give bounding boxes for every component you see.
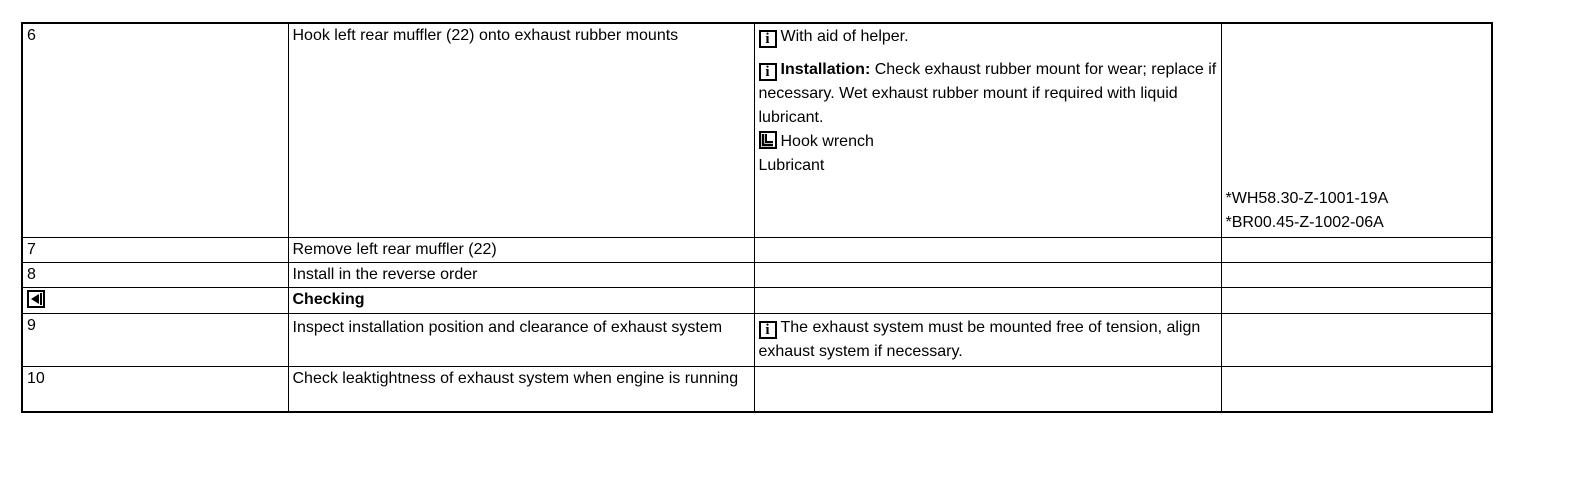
info-icon: i xyxy=(759,63,777,81)
step-notes xyxy=(754,287,1221,313)
installation-text: Check exhaust rubber mount for wear; replace if necessary. Wet exhaust rubber mount if required with liquid lubricant. xyxy=(758,61,1217,126)
step-action: Inspect installation position and clearance of exhaust system xyxy=(288,313,754,366)
step-references xyxy=(1221,23,1492,237)
installation-label: Installation: xyxy=(780,61,871,78)
step-notes xyxy=(754,23,1221,237)
step-action: Remove left rear muffler (22) xyxy=(288,237,754,262)
step-number: 10 xyxy=(22,366,288,412)
step-number: 7 xyxy=(22,237,288,262)
step-notes xyxy=(754,237,1221,262)
table-row xyxy=(22,287,1492,313)
table-row xyxy=(22,313,1492,366)
step-references xyxy=(1221,262,1492,287)
note-helper xyxy=(759,27,1217,48)
table-row xyxy=(22,262,1492,287)
note-installation xyxy=(759,58,1217,130)
step-action: Install in the reverse order xyxy=(288,262,754,287)
step-references xyxy=(1221,287,1492,313)
hook-wrench-icon xyxy=(759,131,777,149)
step-references xyxy=(1221,366,1492,412)
step-notes xyxy=(754,366,1221,412)
tool-line xyxy=(759,130,1217,154)
table-row xyxy=(22,237,1492,262)
step-number xyxy=(22,287,288,313)
step-number: 9 xyxy=(22,313,288,366)
procedure-table xyxy=(21,22,1493,413)
table-row xyxy=(22,23,1492,237)
step-number: 6 xyxy=(22,23,288,237)
step-action: Check leaktightness of exhaust system when engine is running xyxy=(288,366,754,412)
step-action: Hook left rear muffler (22) onto exhaust rubber mounts xyxy=(288,23,754,237)
step-references xyxy=(1221,313,1492,366)
step-notes xyxy=(754,313,1221,366)
section-heading: Checking xyxy=(288,287,754,313)
info-icon: i xyxy=(759,30,777,48)
back-arrow-icon xyxy=(27,290,45,308)
consumable: Lubricant xyxy=(758,157,825,174)
note-helper-text: With aid of helper. xyxy=(780,28,909,45)
step-references xyxy=(1221,237,1492,262)
ref-lubricant: *BR00.45-Z-1002-06A xyxy=(1225,213,1384,231)
info-icon: i xyxy=(759,321,777,339)
spacer xyxy=(759,48,1217,58)
table-row xyxy=(22,366,1492,412)
step-notes xyxy=(754,262,1221,287)
note-text: The exhaust system must be mounted free of tension, align exhaust system if necessary. xyxy=(758,318,1201,360)
tool-name: Hook wrench xyxy=(780,133,874,150)
ref-hook-wrench: *WH58.30-Z-1001-19A xyxy=(1225,189,1389,207)
step-number: 8 xyxy=(22,262,288,287)
